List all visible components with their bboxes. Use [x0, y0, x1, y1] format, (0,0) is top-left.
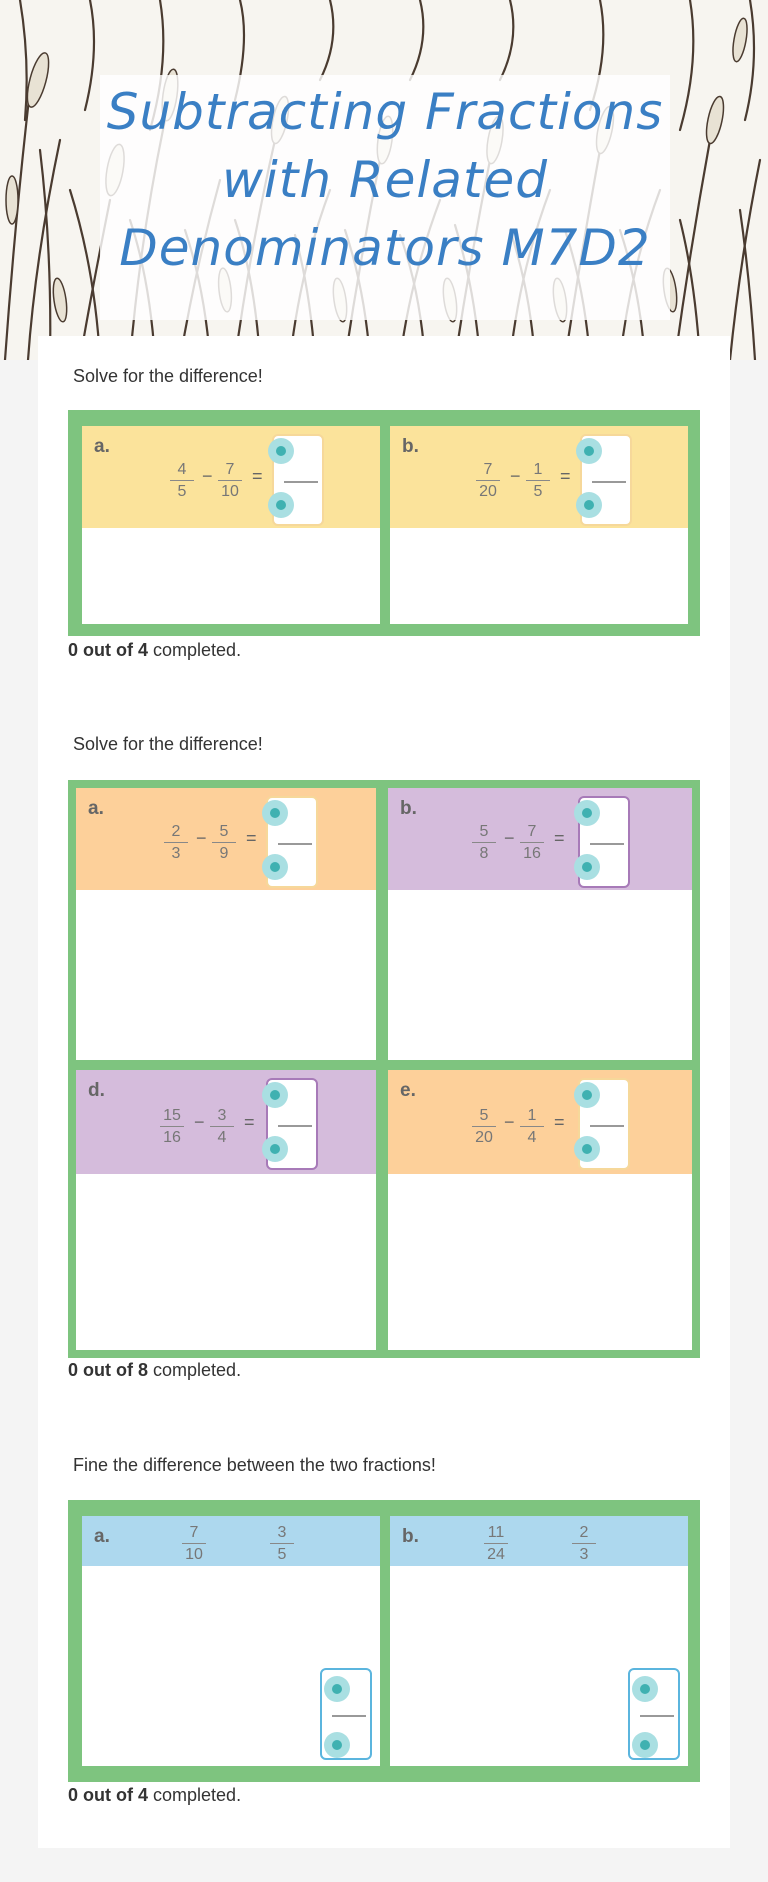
minus-sign: − [504, 1112, 515, 1132]
answer-drop-box[interactable] [580, 434, 632, 526]
fraction-bar [640, 1715, 674, 1717]
drop-target-dot-icon[interactable] [324, 1676, 350, 1702]
completion-suffix: completed. [153, 640, 242, 660]
denominator: 3 [579, 1546, 589, 1563]
fraction-bar [332, 1715, 366, 1717]
fraction-bar [284, 481, 318, 483]
minus-sign: − [504, 828, 515, 848]
numerator: 7 [476, 460, 500, 481]
fraction-bar [278, 1125, 312, 1127]
answer-drop-box[interactable] [578, 796, 630, 888]
denominator: 5 [533, 483, 543, 500]
drop-target-dot-icon[interactable] [574, 854, 600, 880]
fraction-1 [164, 822, 188, 863]
numerator: 4 [170, 460, 194, 481]
equals-sign: = [244, 1112, 255, 1132]
drop-target-dot-icon[interactable] [576, 492, 602, 518]
denominator: 20 [475, 1129, 493, 1146]
problem-cell-b [390, 426, 688, 624]
activity-panel-3 [68, 1500, 700, 1782]
minus-sign: − [194, 1112, 205, 1132]
fraction-1 [160, 1106, 184, 1147]
denominator: 10 [221, 483, 239, 500]
fraction-1 [182, 1523, 206, 1564]
numerator: 3 [210, 1106, 234, 1127]
answer-drop-box[interactable] [628, 1668, 680, 1760]
denominator: 16 [523, 845, 541, 862]
equals-sign: = [252, 466, 263, 486]
problem-cell-a [76, 788, 376, 1060]
denominator: 5 [277, 1546, 287, 1563]
equals-sign: = [554, 828, 565, 848]
denominator: 4 [527, 1129, 537, 1146]
fraction-bar [278, 843, 312, 845]
answer-drop-box[interactable] [578, 1078, 630, 1170]
denominator: 20 [479, 483, 497, 500]
problem-label: e. [400, 1080, 416, 1101]
answer-drop-box[interactable] [320, 1668, 372, 1760]
numerator: 2 [572, 1523, 596, 1544]
problem-cell-b [390, 1516, 688, 1766]
minus-sign: − [196, 828, 207, 848]
numerator: 1 [526, 460, 550, 481]
drop-target-dot-icon[interactable] [574, 800, 600, 826]
problem-label: b. [402, 436, 419, 457]
drop-target-dot-icon[interactable] [632, 1676, 658, 1702]
fraction-2 [520, 822, 544, 863]
numerator: 7 [218, 460, 242, 481]
fraction-1 [472, 822, 496, 863]
completion-status [68, 1785, 241, 1806]
denominator: 8 [479, 845, 489, 862]
numerator: 7 [520, 822, 544, 843]
problem-label: a. [94, 1526, 110, 1547]
activity-panel-1 [68, 410, 700, 636]
completion-count: 0 out of 4 [68, 640, 148, 660]
problem-band [390, 426, 688, 528]
drop-target-dot-icon[interactable] [268, 492, 294, 518]
problem-label: d. [88, 1080, 105, 1101]
problem-band [82, 426, 380, 528]
completion-suffix: completed. [153, 1785, 242, 1805]
fraction-2 [218, 460, 242, 501]
completion-count: 0 out of 4 [68, 1785, 148, 1805]
drop-target-dot-icon[interactable] [574, 1136, 600, 1162]
activity-panel-2 [68, 780, 700, 1358]
fraction-2 [212, 822, 236, 863]
completion-suffix: completed. [153, 1360, 242, 1380]
fraction-2 [270, 1523, 294, 1564]
equals-sign: = [554, 1112, 565, 1132]
problem-band [82, 1516, 380, 1566]
problem-label: a. [88, 798, 104, 819]
completion-status [68, 640, 241, 661]
fraction-2 [572, 1523, 596, 1564]
drop-target-dot-icon[interactable] [262, 800, 288, 826]
minus-sign: − [202, 466, 213, 486]
completion-count: 0 out of 8 [68, 1360, 148, 1380]
answer-drop-box[interactable] [266, 1078, 318, 1170]
numerator: 7 [182, 1523, 206, 1544]
drop-target-dot-icon[interactable] [268, 438, 294, 464]
problem-band [388, 788, 692, 890]
problem-cell-e [388, 1070, 692, 1350]
completion-status [68, 1360, 241, 1381]
instruction-text: Solve for the difference! [73, 366, 263, 386]
problem-band [76, 1070, 376, 1174]
denominator: 3 [171, 845, 181, 862]
numerator: 11 [484, 1523, 508, 1544]
denominator: 5 [177, 483, 187, 500]
problem-label: b. [400, 798, 417, 819]
numerator: 5 [472, 1106, 496, 1127]
instruction-text: Fine the difference between the two fractions! [73, 1455, 436, 1475]
fraction-bar [592, 481, 626, 483]
problem-label: b. [402, 1526, 419, 1547]
drop-target-dot-icon[interactable] [262, 854, 288, 880]
numerator: 15 [160, 1106, 184, 1127]
fraction-1 [472, 1106, 496, 1147]
instruction-text: Solve for the difference! [73, 734, 263, 754]
problem-band [388, 1070, 692, 1174]
drop-target-dot-icon[interactable] [574, 1082, 600, 1108]
fraction-2 [520, 1106, 544, 1147]
denominator: 16 [163, 1129, 181, 1146]
fraction-bar [590, 1125, 624, 1127]
problem-label: a. [94, 436, 110, 457]
numerator: 2 [164, 822, 188, 843]
denominator: 9 [219, 845, 229, 862]
numerator: 5 [212, 822, 236, 843]
drop-target-dot-icon[interactable] [576, 438, 602, 464]
fraction-1 [476, 460, 500, 501]
header-banner [0, 0, 768, 360]
equals-sign: = [246, 828, 257, 848]
answer-drop-box[interactable] [266, 796, 318, 888]
problem-cell-d [76, 1070, 376, 1350]
minus-sign: − [510, 466, 521, 486]
denominator: 4 [217, 1129, 227, 1146]
fraction-1 [484, 1523, 508, 1564]
drop-target-dot-icon[interactable] [324, 1732, 350, 1758]
denominator: 24 [487, 1546, 505, 1563]
drop-target-dot-icon[interactable] [262, 1136, 288, 1162]
problem-cell-a [82, 426, 380, 624]
numerator: 1 [520, 1106, 544, 1127]
numerator: 5 [472, 822, 496, 843]
problem-cell-a [82, 1516, 380, 1766]
fraction-1 [170, 460, 194, 501]
problem-band [76, 788, 376, 890]
numerator: 3 [270, 1523, 294, 1544]
problem-cell-b [388, 788, 692, 1060]
equals-sign: = [560, 466, 571, 486]
denominator: 10 [185, 1546, 203, 1563]
page-title: Subtracting Fractions with Related Denominators M7D2 [106, 83, 664, 277]
problem-band [390, 1516, 688, 1566]
fraction-2 [210, 1106, 234, 1147]
drop-target-dot-icon[interactable] [632, 1732, 658, 1758]
fraction-2 [526, 460, 550, 501]
answer-drop-box[interactable] [272, 434, 324, 526]
fraction-bar [590, 843, 624, 845]
drop-target-dot-icon[interactable] [262, 1082, 288, 1108]
